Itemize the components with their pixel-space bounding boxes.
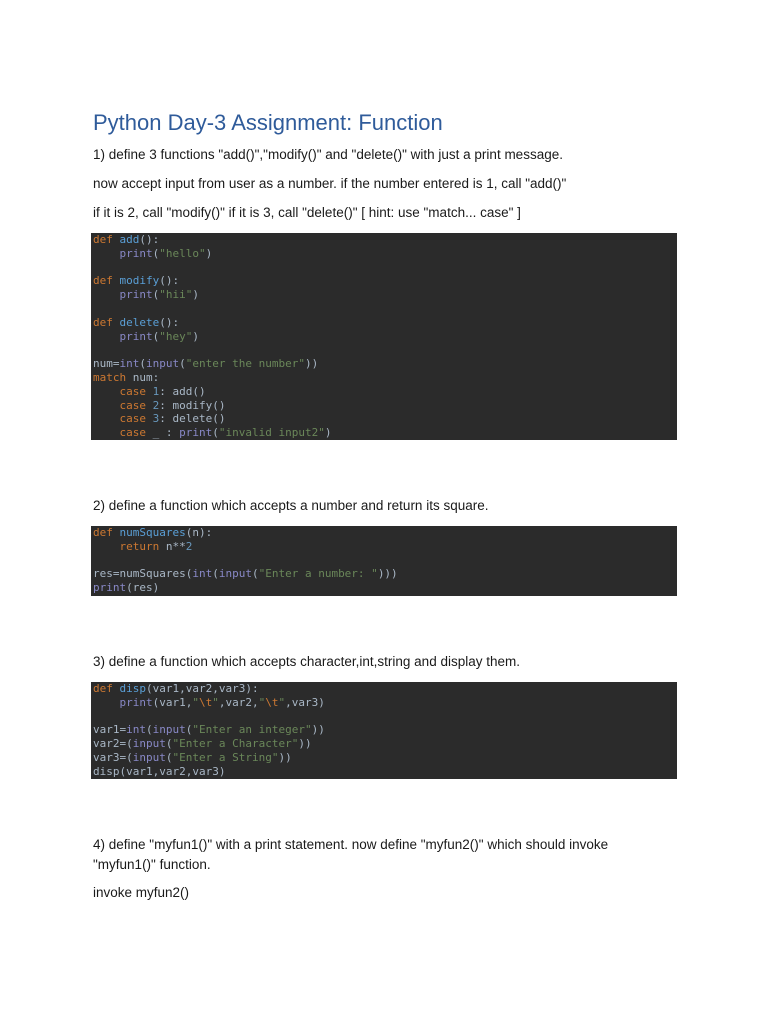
code-token: : modify() (159, 398, 226, 412)
code-line (93, 751, 675, 765)
q4-instruction-line1: 4) define "myfun1()" with a print statement. now define "myfun2()" which should invoke "myfun1()" function. (93, 837, 609, 872)
code-token: ( (212, 567, 219, 581)
q1-instruction-line1: 1) define 3 functions "add()","modify()" and "delete()" with just a print message. (93, 147, 563, 162)
code-line (93, 737, 675, 751)
code-token (93, 385, 120, 398)
code-token: case (119, 426, 153, 440)
code-block-q3 (91, 682, 677, 779)
code-token: var2=( (93, 737, 133, 751)
code-line (93, 412, 675, 426)
code-line (93, 710, 675, 724)
code-token: def (93, 274, 120, 288)
code-token: "enter the number" (185, 357, 305, 371)
page-title: Python Day-3 Assignment: Function (93, 110, 443, 135)
code-token: )) (298, 737, 312, 751)
code-token: (res) (126, 581, 160, 595)
code-token: " (212, 695, 219, 709)
code-line (93, 723, 675, 737)
code-token: input (132, 737, 166, 751)
code-token: " (278, 695, 286, 709)
code-token (93, 330, 120, 343)
code-line (93, 526, 675, 540)
code-token: num= (93, 357, 120, 371)
code-token: _ : (152, 426, 180, 440)
code-token: print (119, 329, 153, 343)
code-token: (n): (185, 526, 213, 539)
code-token: "hii" (159, 288, 193, 302)
code-token: int (126, 723, 146, 737)
code-line (93, 426, 675, 440)
code-line (93, 261, 675, 275)
code-token: : delete() (159, 412, 226, 426)
code-token: ( (139, 357, 146, 371)
code-line (93, 357, 675, 371)
code-token: ( (152, 329, 160, 343)
q2-instruction-line1: 2) define a function which accepts a number and return its square. (93, 498, 489, 513)
code-line (93, 371, 675, 385)
code-token: ) (324, 426, 332, 440)
code-line (93, 274, 675, 288)
code-line (93, 696, 675, 710)
code-line (93, 302, 675, 316)
code-token: match (93, 370, 133, 384)
code-token: "Enter a number: " (258, 567, 378, 581)
code-token: numSquares (119, 526, 186, 539)
code-token: "Enter a String" (172, 750, 279, 764)
q3-instruction-line1: 3) define a function which accepts character,int,string and display them. (93, 654, 520, 669)
code-token: )) (304, 357, 319, 371)
code-token: ( (165, 750, 173, 764)
code-token: "Enter an integer" (192, 723, 312, 737)
code-token: n** (165, 539, 186, 553)
code-block-q2 (91, 526, 677, 596)
code-line (93, 330, 675, 344)
code-token: ( (146, 723, 153, 737)
code-token: res=numSquares( (93, 567, 193, 581)
code-token: "invalid input2" (218, 426, 325, 440)
q1-instruction-line3: if it is 2, call "modify()" if it is 3, call "delete()" [ hint: use "match... case" ] (93, 205, 521, 220)
code-line (93, 554, 675, 568)
code-token: disp (119, 682, 146, 695)
code-token: ( (152, 288, 160, 302)
code-token: var3=( (93, 750, 133, 764)
code-line (93, 288, 675, 302)
code-token: int (192, 567, 213, 581)
q4-instruction-line2: invoke myfun2() (93, 885, 190, 900)
code-token (93, 288, 120, 301)
code-token (93, 696, 120, 709)
code-token: \t (199, 695, 213, 709)
code-token: delete (119, 315, 160, 329)
code-token: (): (159, 274, 180, 288)
code-block-q1 (91, 233, 677, 440)
code-token: int (119, 357, 140, 371)
code-token: " (192, 695, 199, 709)
code-line (93, 385, 675, 399)
code-token: modify (119, 274, 160, 288)
code-token: add (119, 233, 140, 246)
code-token: ) (205, 246, 213, 260)
code-token: ,var3) (285, 695, 325, 709)
code-token: : add() (159, 384, 206, 398)
code-token: 3 (152, 412, 160, 426)
q1-instruction-line2: now accept input from user as a number. if the number entered is 1, call "add()" (93, 176, 567, 191)
code-token: (): (159, 315, 180, 329)
code-token: disp(var1,var2,var3) (93, 764, 226, 778)
code-token (93, 540, 120, 553)
code-token: return (119, 539, 166, 553)
code-token: print (93, 581, 127, 595)
code-token: 2 (185, 539, 193, 553)
code-token: "Enter a Character" (172, 737, 299, 751)
code-token: ( (165, 737, 173, 751)
code-line (93, 567, 675, 581)
code-token: case (119, 412, 153, 426)
code-token (93, 412, 120, 425)
code-token: print (119, 246, 153, 260)
code-token: " (258, 695, 266, 709)
code-token: print (119, 288, 153, 302)
code-token: ( (212, 426, 219, 440)
code-token: ,var2, (218, 695, 259, 709)
code-token (93, 247, 120, 260)
code-token: case (119, 398, 153, 412)
code-token: ) (192, 329, 199, 343)
code-token: def (93, 682, 120, 695)
code-token: def (93, 233, 120, 246)
code-token: ( (179, 357, 186, 371)
code-token: input (152, 723, 186, 737)
code-token: (var1, (152, 695, 193, 709)
code-token: )) (311, 723, 325, 737)
code-token: ( (152, 246, 160, 260)
code-line (93, 316, 675, 330)
code-token: 1 (152, 384, 160, 398)
code-line (93, 540, 675, 554)
code-token: print (119, 695, 153, 709)
code-line (93, 343, 675, 357)
code-token (93, 426, 120, 439)
code-token: var1= (93, 723, 127, 737)
code-token: 2 (152, 398, 160, 412)
code-line (93, 581, 675, 595)
code-token: ( (251, 567, 259, 581)
code-token: case (119, 384, 153, 398)
code-token: def (93, 526, 120, 539)
code-token: input (132, 750, 166, 764)
code-token: input (218, 567, 252, 581)
code-token: def (93, 315, 120, 329)
code-line (93, 233, 675, 247)
code-token: input (146, 357, 180, 371)
code-token: ( (185, 723, 193, 737)
code-line (93, 682, 675, 696)
code-token: print (179, 426, 213, 440)
code-token: "hello" (159, 246, 206, 260)
code-token: \t (265, 695, 279, 709)
code-token: num: (132, 370, 160, 384)
code-token: (): (139, 233, 160, 246)
code-line (93, 247, 675, 261)
code-token: "hey" (159, 329, 193, 343)
code-token (93, 399, 120, 412)
code-line (93, 765, 675, 779)
code-token: ) (192, 288, 199, 302)
code-token: ))) (377, 567, 398, 581)
code-line (93, 399, 675, 413)
code-token: )) (278, 750, 292, 764)
code-token: (var1,var2,var3): (146, 682, 259, 695)
